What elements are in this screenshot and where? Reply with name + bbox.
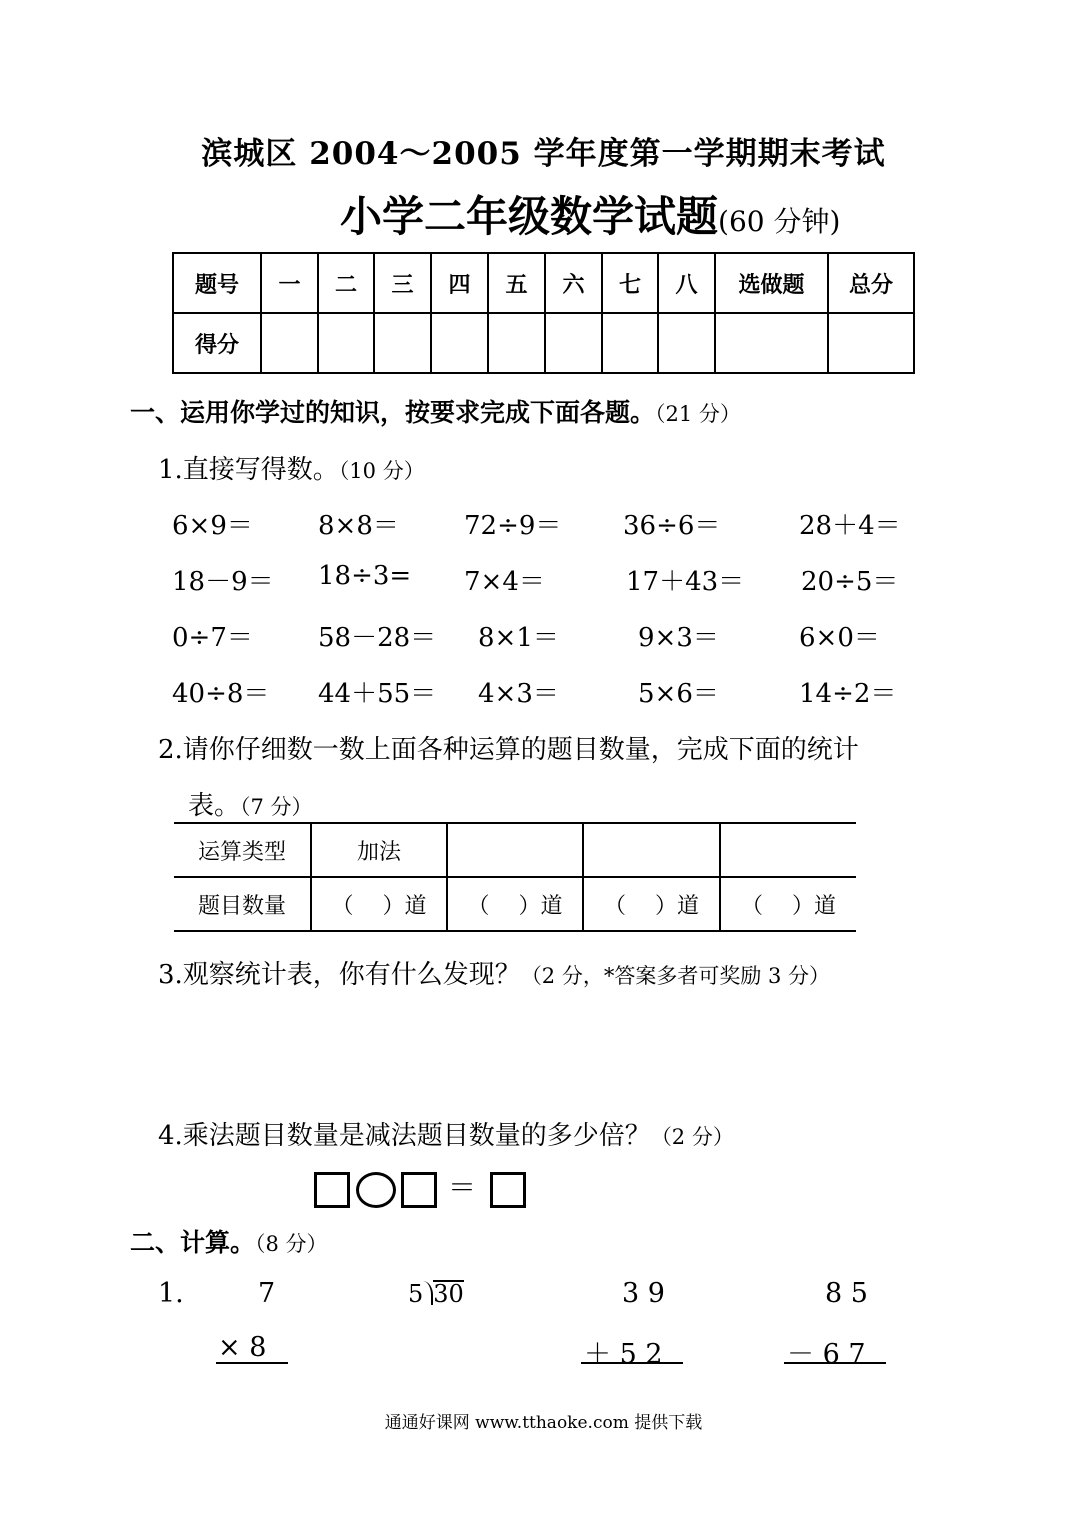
stat-count-cell[interactable]: （ ）道 bbox=[720, 877, 856, 931]
stat-count-cell[interactable]: （ ）道 bbox=[583, 877, 720, 931]
score-blank-cell[interactable] bbox=[261, 313, 318, 373]
question-1-2: 2.请你仔细数一数上面各种运算的题目数量，完成下面的统计 bbox=[158, 735, 859, 765]
score-blank-cell[interactable] bbox=[602, 313, 658, 373]
equation: 6×0＝ bbox=[799, 623, 880, 653]
stat-type-cell: 加法 bbox=[311, 823, 447, 877]
subtitle-text: 小学二年级数学试题 bbox=[340, 192, 719, 241]
equation: 72÷9＝ bbox=[464, 511, 562, 541]
vertical-bottom-number: － 6 7 bbox=[787, 1339, 866, 1370]
equation: 44＋55＝ bbox=[318, 679, 437, 709]
exam-subtitle bbox=[340, 184, 840, 244]
score-header-cell: 三 bbox=[374, 253, 431, 313]
equation: 14÷2＝ bbox=[799, 679, 897, 709]
vertical-bottom-number: × 8 bbox=[218, 1332, 267, 1363]
equation: 0÷7＝ bbox=[172, 623, 253, 653]
vertical-bottom-number: ＋ 5 2 bbox=[584, 1339, 663, 1370]
score-header-cell: 二 bbox=[318, 253, 374, 313]
score-header-cell: 五 bbox=[488, 253, 545, 313]
score-blank-cell[interactable] bbox=[431, 313, 488, 373]
question-1-3 bbox=[158, 954, 830, 991]
division-divisor: 5 bbox=[408, 1280, 424, 1308]
question-2-1-number: 1. bbox=[158, 1278, 184, 1309]
division-dividend: 30 bbox=[433, 1280, 464, 1308]
score-header-cell: 四 bbox=[431, 253, 488, 313]
equation: 58－28＝ bbox=[318, 623, 437, 653]
score-header-cell: 八 bbox=[658, 253, 715, 313]
score-blank-cell[interactable] bbox=[488, 313, 545, 373]
question-1-1 bbox=[158, 449, 425, 486]
question-1-2-points: （7 分） bbox=[240, 795, 313, 819]
stat-type-cell[interactable] bbox=[447, 823, 583, 877]
question-1-1-points: （10 分） bbox=[338, 459, 425, 483]
score-header-row bbox=[173, 253, 914, 313]
question-1-3-points: （2 分，*答案多者可奖励 3 分） bbox=[520, 964, 831, 988]
equals-sign: ＝ bbox=[448, 1171, 477, 1204]
vertical-underline bbox=[581, 1362, 683, 1364]
equation: 6×9＝ bbox=[172, 511, 253, 541]
stat-label-type: 运算类型 bbox=[174, 823, 311, 877]
equation: 28＋4＝ bbox=[799, 511, 901, 541]
vertical-underline bbox=[216, 1362, 288, 1364]
vertical-top-number: 8 5 bbox=[825, 1278, 868, 1309]
stat-row-type bbox=[174, 823, 856, 877]
score-header-cell: 选做题 bbox=[715, 253, 828, 313]
equation: 8×8＝ bbox=[318, 511, 399, 541]
section-2-title: 二、计算。 bbox=[130, 1228, 256, 1257]
answer-box[interactable] bbox=[490, 1172, 526, 1208]
equation: 4×3＝ bbox=[478, 679, 559, 709]
exam-title: 滨城区 2004～2005 学年度第一学期期末考试 bbox=[201, 136, 886, 172]
operator-circle[interactable] bbox=[356, 1172, 396, 1208]
stat-count-cell[interactable]: （ ）道 bbox=[447, 877, 583, 931]
question-1-1-text: 1.直接写得数。 bbox=[158, 455, 339, 485]
section-1-title: 一、运用你学过的知识，按要求完成下面各题。 bbox=[130, 398, 656, 427]
score-blank-cell[interactable] bbox=[374, 313, 431, 373]
equation: 36÷6＝ bbox=[623, 511, 721, 541]
question-1-4 bbox=[158, 1115, 734, 1152]
section-2-heading bbox=[130, 1223, 328, 1259]
vertical-top-number: 3 9 bbox=[622, 1278, 665, 1309]
stat-label-count: 题目数量 bbox=[174, 877, 311, 931]
score-table bbox=[172, 252, 915, 374]
question-1-4-points: （2 分） bbox=[650, 1125, 734, 1149]
score-header-cell: 题号 bbox=[173, 253, 261, 313]
equation: 8×1＝ bbox=[478, 623, 559, 653]
answer-box[interactable] bbox=[314, 1172, 350, 1208]
division-bracket bbox=[423, 1281, 433, 1305]
score-row-label: 得分 bbox=[173, 313, 261, 373]
answer-box[interactable] bbox=[401, 1172, 437, 1208]
equation: 18÷3= bbox=[318, 561, 412, 591]
equation: 5×6＝ bbox=[638, 679, 719, 709]
section-1-points: （21 分） bbox=[655, 402, 741, 426]
stat-count-cell[interactable]: （ ）道 bbox=[311, 877, 447, 931]
equation: 18－9＝ bbox=[172, 567, 274, 597]
section-2-points: （8 分） bbox=[255, 1232, 328, 1256]
stat-row-count bbox=[174, 877, 856, 931]
stat-type-cell[interactable] bbox=[720, 823, 856, 877]
equation: 40÷8＝ bbox=[172, 679, 270, 709]
footer-text: 通通好课网 www.tthaoke.com 提供下载 bbox=[384, 1413, 703, 1433]
score-blank-cell[interactable] bbox=[828, 313, 914, 373]
score-header-cell: 六 bbox=[545, 253, 602, 313]
vertical-underline bbox=[784, 1362, 886, 1364]
equation: 7×4＝ bbox=[464, 567, 545, 597]
section-1-heading bbox=[130, 393, 741, 429]
equation: 9×3＝ bbox=[638, 623, 719, 653]
stat-type-cell[interactable] bbox=[583, 823, 720, 877]
question-1-2-cont bbox=[188, 785, 313, 822]
score-blank-cell[interactable] bbox=[318, 313, 374, 373]
score-header-cell: 总分 bbox=[828, 253, 914, 313]
exam-duration: (60 分钟) bbox=[718, 205, 841, 238]
equation: 17＋43＝ bbox=[626, 567, 745, 597]
vertical-top-number: 7 bbox=[258, 1278, 276, 1309]
equation: 20÷5＝ bbox=[801, 567, 899, 597]
statistics-table bbox=[174, 822, 856, 932]
score-header-cell: 七 bbox=[602, 253, 658, 313]
score-value-row bbox=[173, 313, 914, 373]
question-1-2-text: 表。 bbox=[188, 791, 241, 821]
score-blank-cell[interactable] bbox=[658, 313, 715, 373]
score-header-cell: 一 bbox=[261, 253, 318, 313]
question-1-4-text: 4.乘法题目数量是减法题目数量的多少倍？ bbox=[158, 1121, 651, 1151]
score-blank-cell[interactable] bbox=[715, 313, 828, 373]
long-division bbox=[408, 1280, 464, 1308]
score-blank-cell[interactable] bbox=[545, 313, 602, 373]
question-1-3-text: 3.观察统计表，你有什么发现？ bbox=[158, 960, 521, 990]
